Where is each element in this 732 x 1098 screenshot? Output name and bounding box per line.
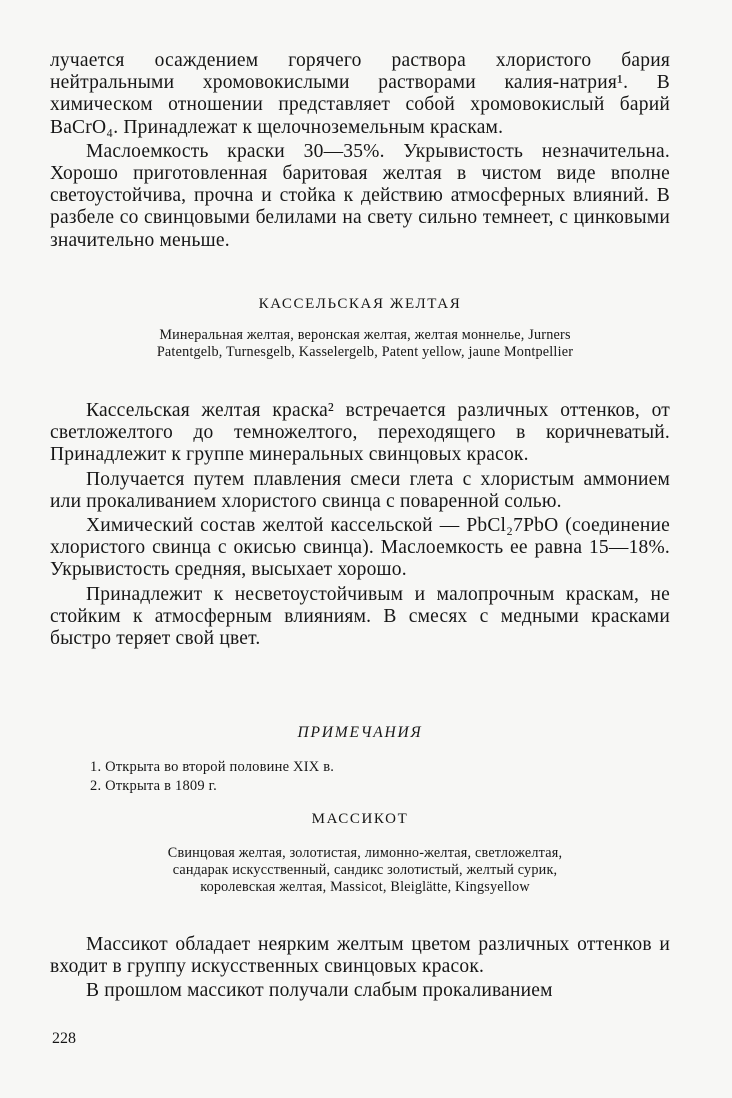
section-body <box>50 934 670 1003</box>
notes-heading: ПРИМЕЧАНИЯ <box>297 724 423 741</box>
footnote: 2. Открыта в 1809 г. <box>90 778 217 794</box>
paragraph: Маслоемкость краски 30—35%. Укрывистость незначительна. Хорошо приготовленная баритовая желтая в чистом виде вполне светоустойчива, прочна и стойка к действию атмосферных влияний. В разбеле со свинцовыми белилами на свету сильно темнеет, с цинковыми значительно меньше. <box>50 140 670 251</box>
paragraph: Химический состав желтой кассельской — PbCl₂7PbO (соединение хлористого свинца с окисью свинца). Маслоемкость ее равна 15—18%. Укрывистость средняя, высыхает хорошо. <box>50 515 670 581</box>
paragraph: Кассельская желтая краска² встречается различных оттенков, от светложелтого до темножелтого, переходящего в коричневатый. Принадлежит к группе минеральных свинцовых красок. <box>50 400 670 466</box>
synonyms-list: Свинцовая желтая, золотистая, лимонно-желтая, светложелтая, сандарак искусственный, сандикс золотистый, желтый сурик, королевская желтая, Massicot, Bleiglätte, Kingsyellow <box>167 845 563 896</box>
paragraph: Принадлежит к несветоустойчивым и малопрочным краскам, не стойким к атмосферным влияниям. В смесях с медными красками быстро теряет свой цвет. <box>50 583 670 650</box>
synonyms-list: Минеральная желтая, веронская желтая, желтая моннелье, Jurners Patentgelb, Turnesgelb, Kasselergelb, Patent yellow, jaune Montpellier <box>156 327 574 361</box>
footnote: 1. Открыта во второй половине XIX в. <box>90 759 335 775</box>
section-body <box>50 400 670 650</box>
paragraph: лучается осаждением горячего раствора хлористого бария нейтральными хромовокислыми растворами калия-натрия¹. В химическом отношении представляет собой хромовокислый барий BaCrO₄. Принадлежат к щелочноземельным краскам. <box>50 50 670 138</box>
paragraph: Массикот обладает неярким желтым цветом различных оттенков и входит в группу искусственных свинцовых красок. <box>50 934 670 978</box>
paragraph: Получается путем плавления смеси глета с хлористым аммонием или прокаливанием хлористого свинца с поваренной солью. <box>50 468 670 512</box>
paragraph: В прошлом массикот получали слабым прокаливанием <box>86 980 553 1002</box>
section-heading: МАССИКОТ <box>311 811 409 827</box>
page-number: 228 <box>52 1030 76 1047</box>
intro-text <box>50 50 670 252</box>
section-heading: КАССЕЛЬСКАЯ ЖЕЛТАЯ <box>258 296 462 312</box>
